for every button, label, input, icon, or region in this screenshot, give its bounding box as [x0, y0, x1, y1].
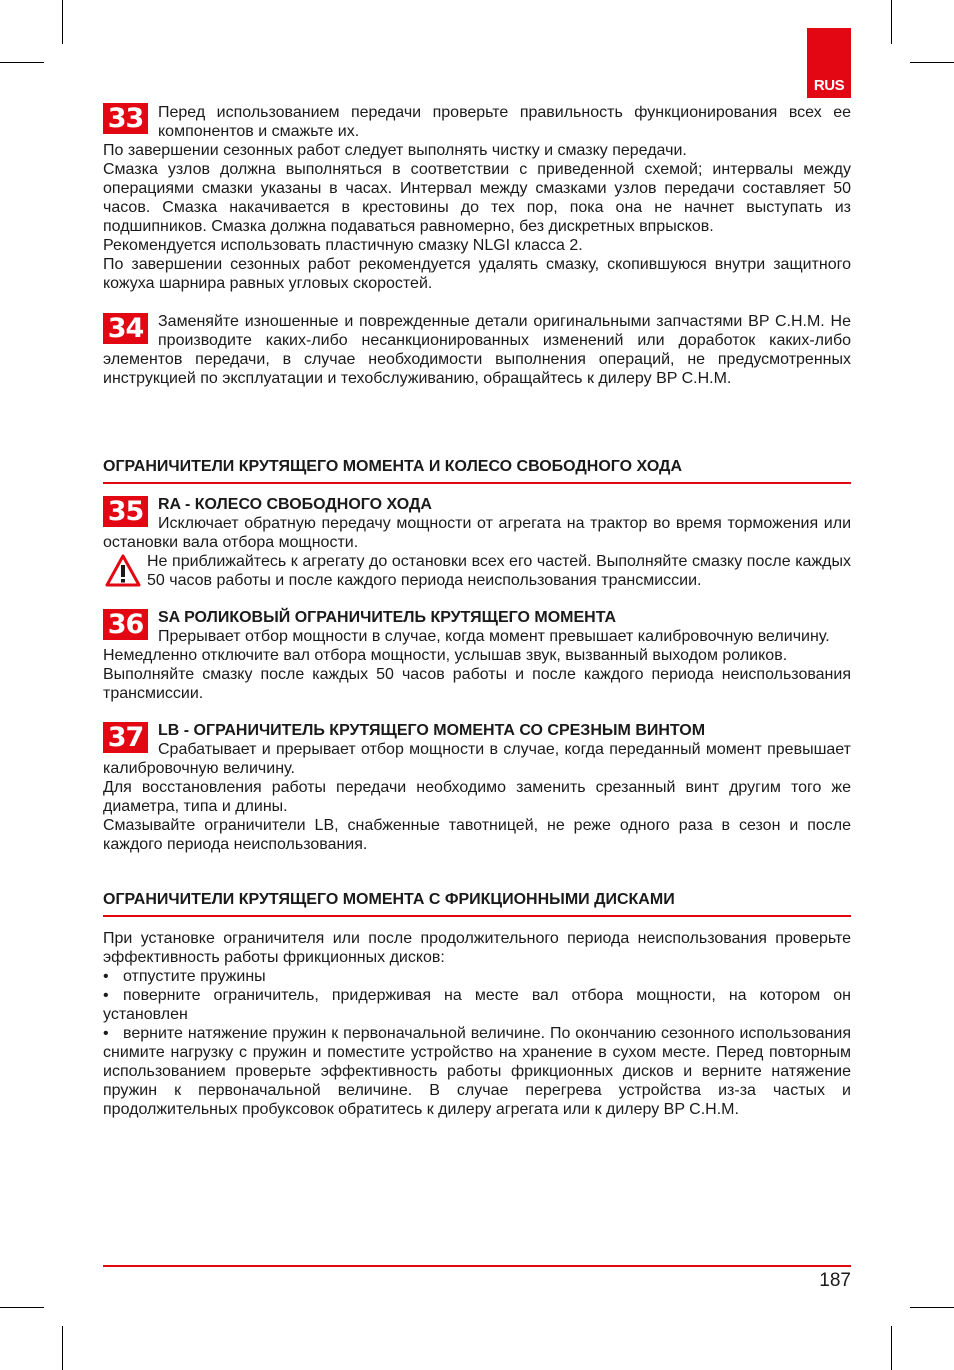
paragraph: Немедленно отключите вал отбора мощности, услышав звук, вызванный выходом роликов. — [103, 647, 788, 664]
paragraph: По завершении сезонных работ следует выполнять чистку и смазку передачи. — [103, 142, 687, 159]
bullet-item: • отпустите пружины — [103, 968, 266, 985]
bullet-mark: • — [103, 968, 109, 985]
crop-mark — [62, 0, 63, 44]
section-title: ОГРАНИЧИТЕЛИ КРУТЯЩЕГО МОМЕНТА И КОЛЕСО СВОБОДНОГО ХОДА — [103, 457, 851, 484]
crop-mark — [910, 1307, 954, 1308]
warning-icon — [105, 554, 141, 588]
paragraph: Заменяйте изношенные и поврежденные детали оригинальными запчастями BP C.H.M. Не производите каких-либо несанкционированных изменений или доработок каких-либо элементов передачи, в случае необходимости выполнения операций, не предусмотренных инструкцией по эксплуатации и техобслуживанию, обращайтесь к дилеру BP C.H.M. — [103, 313, 851, 387]
paragraph: Перед использованием передачи проверьте правильность функционирования всех ее компонентов и смажьте их. — [158, 104, 851, 140]
section-title: ОГРАНИЧИТЕЛИ КРУТЯЩЕГО МОМЕНТА С ФРИКЦИОННЫМИ ДИСКАМИ — [103, 890, 851, 917]
page-number: 187 — [819, 1270, 851, 1291]
step-33 — [103, 103, 851, 293]
bullet-item: • верните натяжение пружин к первоначальной величине. По окончанию сезонного использования снимите нагрузку с пружин и поместите устройство на хранение в сухом месте. Перед повторным использованием проверьте эффективность работы фрикционных дисков и верните натяжение пружин к первоначальной величине. В случае перегрева устройства из-за частых и продолжительных пробуксовок обратитесь к дилеру агрегата или к дилеру BP C.H.M. — [103, 1025, 851, 1118]
step-35 — [103, 495, 851, 590]
warning-text: Не приближайтесь к агрегату до остановки всех его частей. Выполняйте смазку после каждых 50 часов работы и после каждого периода неиспользования трансмиссии. — [147, 553, 851, 589]
paragraph: По завершении сезонных работ рекомендуется удалять смазку, скопившуюся внутри защитного кожуха шарнира равных угловых скоростей. — [103, 256, 851, 292]
step-number: 33 — [103, 103, 148, 134]
paragraph: Выполняйте смазку после каждых 50 часов работы и после каждого периода неиспользования трансмиссии. — [103, 666, 851, 702]
paragraph: Срабатывает и прерывает отбор мощности в случае, когда переданный момент превышает калибровочную величину. — [103, 741, 851, 777]
step-36 — [103, 608, 851, 703]
crop-mark — [910, 62, 954, 63]
bullet-mark: • — [103, 987, 109, 1004]
language-badge: RUS — [807, 28, 851, 98]
crop-mark — [891, 1326, 892, 1370]
step-number: 37 — [103, 722, 148, 753]
footer-rule — [103, 1265, 851, 1267]
paragraph: Смазывайте ограничители LB, снабженные тавотницей, не реже одного раза в сезон и после каждого периода неиспользования. — [103, 817, 851, 853]
page-content — [103, 103, 851, 1119]
step-number: 36 — [103, 609, 148, 640]
crop-mark — [62, 1326, 63, 1370]
bullet-item: • поверните ограничитель, придерживая на месте вал отбора мощности, на котором он установлен — [103, 987, 851, 1023]
paragraph: Для восстановления работы передачи необходимо заменить срезанный винт другим того же диаметра, типа и длины. — [103, 779, 851, 815]
step-number: 34 — [103, 313, 148, 344]
paragraph: При установке ограничителя или после продолжительного периода неиспользования проверьте эффективность работы фрикционных дисков: — [103, 930, 851, 966]
friction-disc-section — [103, 929, 851, 1119]
paragraph: Прерывает отбор мощности в случае, когда момент превышает калибровочную величину. — [158, 628, 830, 645]
subsection-title: SA РОЛИКОВЫЙ ОГРАНИЧИТЕЛЬ КРУТЯЩЕГО МОМЕНТА — [158, 609, 617, 626]
crop-mark — [891, 0, 892, 44]
step-37 — [103, 721, 851, 854]
step-number: 35 — [103, 496, 148, 527]
crop-mark — [0, 62, 44, 63]
step-34 — [103, 312, 851, 388]
bullet-mark: • — [103, 1025, 109, 1042]
paragraph: Рекомендуется использовать пластичную смазку NLGI класса 2. — [103, 237, 583, 254]
paragraph: Смазка узлов должна выполняться в соответствии с приведенной схемой; интервалы между операциями смазки указаны в часах. Интервал между смазками узлов передачи составляет 50 часов. Смазка накачивается в крестовины до тех пор, пока она не начнет выступать из подшипников. Смазка должна подаваться равномерно, без дискретных впрысков. — [103, 161, 851, 235]
paragraph: Исключает обратную передачу мощности от агрегата на трактор во время торможения или остановки вала отбора мощности. — [103, 515, 851, 551]
crop-mark — [0, 1307, 44, 1308]
subsection-title: LB - ОГРАНИЧИТЕЛЬ КРУТЯЩЕГО МОМЕНТА СО СРЕЗНЫМ ВИНТОМ — [158, 722, 706, 739]
subsection-title: RA - КОЛЕСО СВОБОДНОГО ХОДА — [158, 496, 432, 513]
